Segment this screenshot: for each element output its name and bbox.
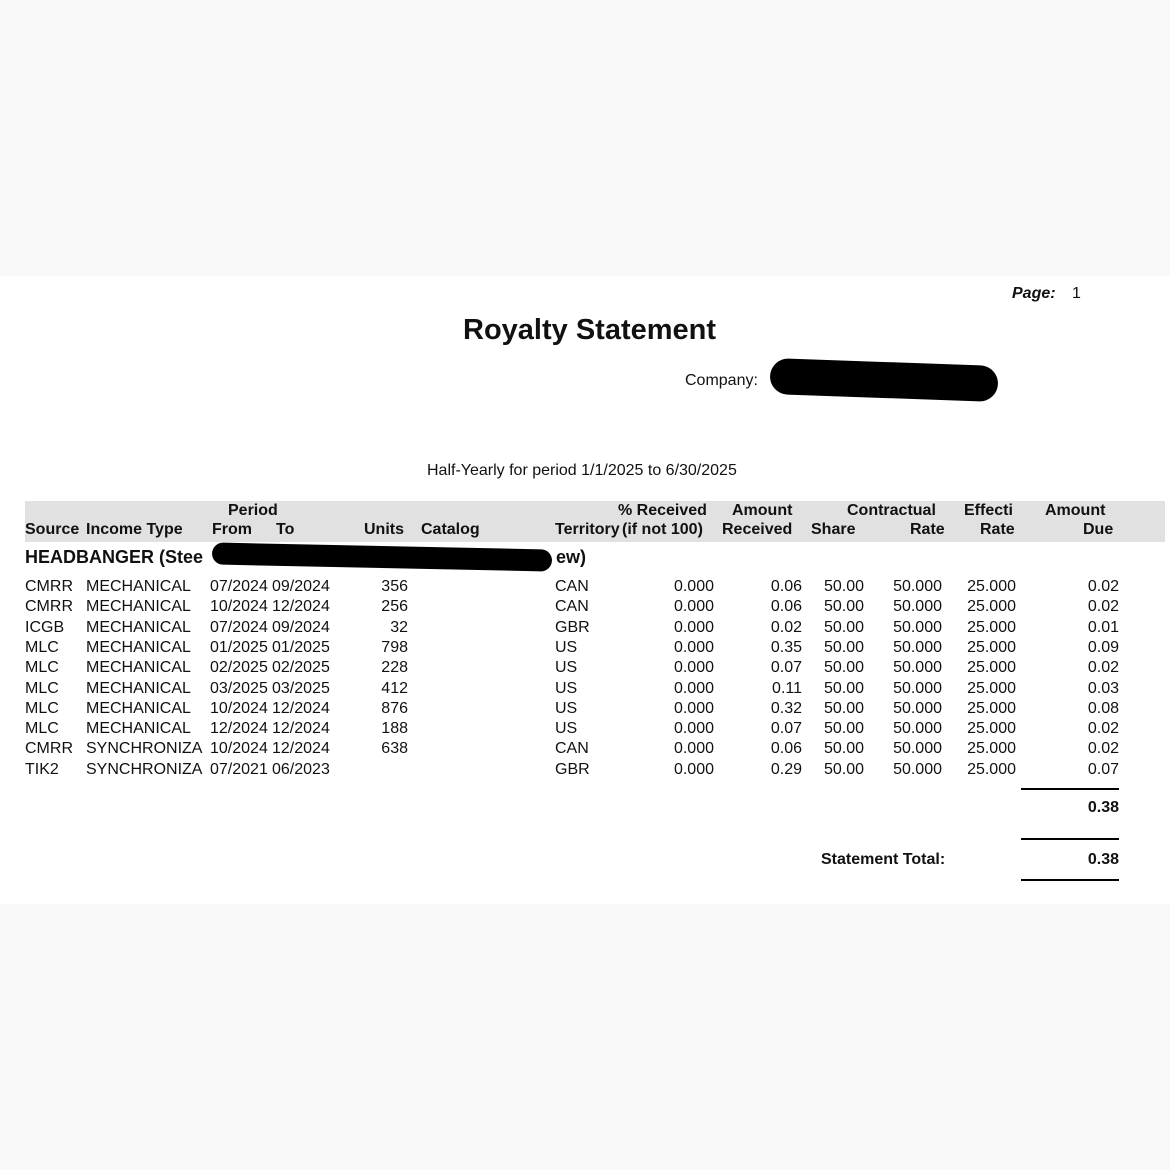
cell-to: 12/2024 xyxy=(272,720,330,738)
cell-share: 50.00 xyxy=(823,618,864,636)
cell-income-type: MECHANICAL xyxy=(86,618,191,636)
total-rule-top xyxy=(1021,838,1119,840)
column-header-pct-received: % Received xyxy=(618,502,707,519)
cell-share: 50.00 xyxy=(823,740,864,758)
cell-contractual-rate: 50.000 xyxy=(893,679,942,697)
cell-pct-received: 0.000 xyxy=(673,659,714,677)
subtotal-rule xyxy=(1021,788,1119,790)
cell-source: MLC xyxy=(25,638,59,656)
cell-source: TIK2 xyxy=(25,760,59,778)
cell-pct-received: 0.000 xyxy=(673,598,714,616)
cell-units: 32 xyxy=(390,618,408,636)
cell-from: 10/2024 xyxy=(210,598,268,616)
column-header-to: To xyxy=(276,521,295,538)
column-header-territory: Territory xyxy=(555,521,620,538)
cell-amount-received: 0.29 xyxy=(770,760,802,778)
cell-share: 50.00 xyxy=(823,638,864,656)
column-header-from: From xyxy=(212,521,252,538)
column-header-effective-rate: Effecti xyxy=(964,502,1013,519)
cell-amount-due: 0.02 xyxy=(1087,740,1119,758)
cell-territory: US xyxy=(555,679,578,697)
cell-amount-received: 0.07 xyxy=(770,659,802,677)
cell-units: 798 xyxy=(381,638,408,656)
column-header-income-type: Income Type xyxy=(86,521,183,538)
cell-share: 50.00 xyxy=(823,598,864,616)
cell-to: 09/2024 xyxy=(272,618,330,636)
company-name-redaction xyxy=(769,358,998,402)
cell-pct-received: 0.000 xyxy=(673,740,714,758)
cell-units: 356 xyxy=(381,578,408,595)
cell-amount-received: 0.06 xyxy=(770,578,802,595)
cell-territory: US xyxy=(555,638,578,656)
cell-share: 50.00 xyxy=(823,578,864,595)
cell-amount-due: 0.07 xyxy=(1087,760,1119,778)
cell-pct-received: 0.000 xyxy=(673,578,714,595)
cell-territory: US xyxy=(555,720,578,738)
page-label: Page: xyxy=(1012,285,1056,302)
cell-from: 10/2024 xyxy=(210,740,268,758)
column-header-amount-received-2: Received xyxy=(722,521,793,538)
cell-source: MLC xyxy=(25,720,59,738)
statement-total-value: 0.38 xyxy=(1087,851,1119,868)
writers-redaction xyxy=(212,542,552,571)
cell-pct-received: 0.000 xyxy=(673,638,714,656)
cell-to: 12/2024 xyxy=(272,699,330,717)
cell-to: 02/2025 xyxy=(272,659,330,677)
cell-amount-received: 0.02 xyxy=(770,618,802,636)
column-header-catalog: Catalog xyxy=(421,521,480,538)
cell-source: MLC xyxy=(25,659,59,677)
cell-pct-received: 0.000 xyxy=(673,720,714,738)
cell-income-type: MECHANICAL xyxy=(86,699,191,717)
column-header-amount-due-2: Due xyxy=(1083,521,1114,538)
cell-amount-due: 0.02 xyxy=(1087,659,1119,677)
cell-income-type: MECHANICAL xyxy=(86,720,191,738)
cell-effective-rate: 25.000 xyxy=(967,598,1016,616)
cell-amount-received: 0.32 xyxy=(770,699,802,717)
cell-units: 638 xyxy=(381,740,408,758)
cell-from: 01/2025 xyxy=(210,638,268,656)
cell-income-type: SYNCHRONIZA xyxy=(86,740,203,758)
cell-pct-received: 0.000 xyxy=(673,618,714,636)
cell-units: 876 xyxy=(381,699,408,717)
cell-share: 50.00 xyxy=(823,659,864,677)
cell-effective-rate: 25.000 xyxy=(967,659,1016,677)
cell-from: 07/2024 xyxy=(210,618,268,636)
cell-amount-received: 0.11 xyxy=(772,679,802,697)
column-header-amount-received: Amount xyxy=(732,502,793,519)
cell-income-type: MECHANICAL xyxy=(86,598,191,616)
total-rule-bottom xyxy=(1021,879,1119,881)
cell-share: 50.00 xyxy=(823,699,864,717)
cell-effective-rate: 25.000 xyxy=(967,699,1016,717)
cell-to: 12/2024 xyxy=(272,598,330,616)
cell-units: 412 xyxy=(381,679,408,697)
group-title-end: ew) xyxy=(556,547,587,567)
subtotal-value: 0.38 xyxy=(1087,799,1119,816)
cell-pct-received: 0.000 xyxy=(673,679,714,697)
cell-effective-rate: 25.000 xyxy=(967,578,1016,595)
cell-from: 07/2024 xyxy=(210,578,268,595)
cell-amount-due: 0.01 xyxy=(1087,618,1119,636)
cell-territory: GBR xyxy=(555,760,590,778)
cell-effective-rate: 25.000 xyxy=(967,760,1016,778)
cell-income-type: MECHANICAL xyxy=(86,578,191,595)
cell-units: 256 xyxy=(381,598,408,616)
column-header-units: Units xyxy=(364,521,404,538)
cell-contractual-rate: 50.000 xyxy=(893,699,942,717)
cell-contractual-rate: 50.000 xyxy=(893,578,942,595)
column-header-contractual-rate-2: Rate xyxy=(910,521,945,538)
cell-share: 50.00 xyxy=(823,760,864,778)
cell-territory: US xyxy=(555,659,578,677)
cell-share: 50.00 xyxy=(823,720,864,738)
cell-contractual-rate: 50.000 xyxy=(893,659,942,677)
cell-territory: CAN xyxy=(555,578,589,595)
cell-territory: US xyxy=(555,699,578,717)
cell-pct-received: 0.000 xyxy=(673,699,714,717)
cell-territory: GBR xyxy=(555,618,590,636)
cell-income-type: MECHANICAL xyxy=(86,638,191,656)
cell-from: 07/2021 xyxy=(210,760,268,778)
cell-to: 12/2024 xyxy=(272,740,330,758)
cell-contractual-rate: 50.000 xyxy=(893,638,942,656)
cell-effective-rate: 25.000 xyxy=(967,720,1016,738)
statement-total-label: Statement Total: xyxy=(821,851,946,868)
cell-income-type: SYNCHRONIZA xyxy=(86,760,203,778)
statement-title: Royalty Statement xyxy=(463,314,717,346)
royalty-statement-page xyxy=(0,276,1170,904)
cell-units: 228 xyxy=(381,659,408,677)
cell-amount-due: 0.08 xyxy=(1087,699,1119,717)
cell-contractual-rate: 50.000 xyxy=(893,598,942,616)
cell-source: MLC xyxy=(25,699,59,717)
column-header-pct-received-note: (if not 100) xyxy=(622,521,703,538)
column-header-amount-due: Amount xyxy=(1045,502,1106,519)
cell-income-type: MECHANICAL xyxy=(86,659,191,677)
cell-source: CMRR xyxy=(25,578,73,595)
column-header-share: Share xyxy=(811,521,856,538)
cell-source: CMRR xyxy=(25,598,73,616)
cell-amount-received: 0.07 xyxy=(770,720,802,738)
cell-to: 01/2025 xyxy=(272,638,330,656)
cell-amount-received: 0.06 xyxy=(770,598,802,616)
cell-to: 09/2024 xyxy=(272,578,330,595)
cell-amount-due: 0.02 xyxy=(1087,578,1119,595)
cell-amount-received: 0.35 xyxy=(770,638,802,656)
cell-from: 10/2024 xyxy=(210,699,268,717)
cell-contractual-rate: 50.000 xyxy=(893,760,942,778)
statement-period: Half-Yearly for period 1/1/2025 to 6/30/2025 xyxy=(427,462,737,479)
cell-contractual-rate: 50.000 xyxy=(893,618,942,636)
cell-source: ICGB xyxy=(25,618,65,636)
cell-contractual-rate: 50.000 xyxy=(893,720,942,738)
cell-source: CMRR xyxy=(25,740,73,758)
cell-amount-due: 0.03 xyxy=(1087,679,1119,697)
cell-income-type: MECHANICAL xyxy=(86,679,191,697)
cell-effective-rate: 25.000 xyxy=(967,638,1016,656)
column-header-effective-rate-2: Rate xyxy=(980,521,1015,538)
column-header-source: Source xyxy=(25,521,80,538)
cell-from: 12/2024 xyxy=(210,720,268,738)
cell-effective-rate: 25.000 xyxy=(967,740,1016,758)
cell-amount-received: 0.06 xyxy=(770,740,802,758)
cell-territory: CAN xyxy=(555,740,589,758)
cell-from: 02/2025 xyxy=(210,659,268,677)
cell-share: 50.00 xyxy=(823,679,864,697)
column-header-period: Period xyxy=(228,502,278,519)
cell-units: 188 xyxy=(381,720,408,738)
cell-territory: CAN xyxy=(555,598,589,616)
group-title-start: HEADBANGER (Stee xyxy=(25,547,204,567)
company-label: Company: xyxy=(685,372,758,389)
page-number: 1 xyxy=(1072,285,1081,302)
cell-amount-due: 0.02 xyxy=(1087,720,1119,738)
column-header-contractual-rate: Contractual xyxy=(847,502,936,519)
cell-from: 03/2025 xyxy=(210,679,268,697)
cell-to: 03/2025 xyxy=(272,679,330,697)
cell-contractual-rate: 50.000 xyxy=(893,740,942,758)
cell-amount-due: 0.02 xyxy=(1087,598,1119,616)
cell-effective-rate: 25.000 xyxy=(967,679,1016,697)
cell-to: 06/2023 xyxy=(272,760,330,778)
cell-amount-due: 0.09 xyxy=(1087,638,1119,656)
cell-source: MLC xyxy=(25,679,59,697)
cell-pct-received: 0.000 xyxy=(673,760,714,778)
cell-effective-rate: 25.000 xyxy=(967,618,1016,636)
